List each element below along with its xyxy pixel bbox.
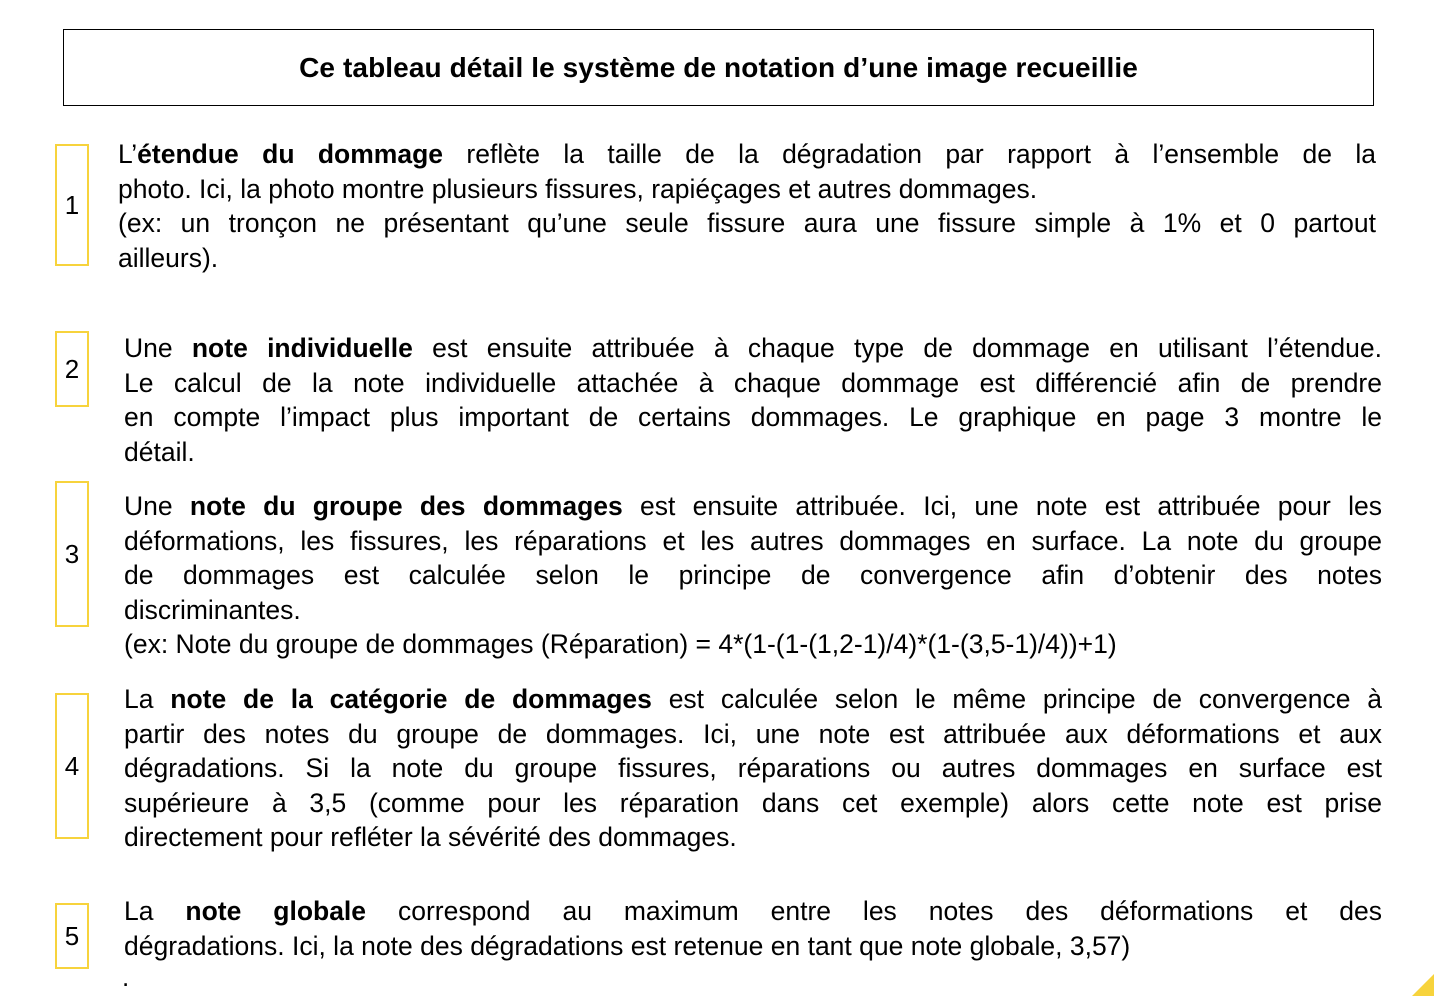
item-text-2: [124, 331, 1382, 469]
item-number-label: 1: [64, 189, 80, 220]
text-line: photo. Ici, la photo montre plusieurs fissures, rapiéçages et autres dommages.: [118, 173, 1038, 204]
text-line: partir des notes du groupe de dommages. Ici, une note est attribuée aux déformations et aux: [124, 718, 1382, 749]
item-number-label: 3: [64, 538, 80, 569]
trailing-dot: .: [122, 962, 130, 992]
text-line: discriminantes.: [124, 594, 301, 625]
text-line: supérieure à 3,5 (comme pour les réparation dans cet exemple) alors cette note est prise: [124, 787, 1382, 818]
item-text-5: [124, 894, 1382, 963]
title-box: [63, 29, 1374, 106]
text-line: Une note individuelle est ensuite attribuée à chaque type de dommage en utilisant l’étendue.: [124, 333, 1382, 363]
text-line: (ex: un tronçon ne présentant qu’une seule fissure aura une fissure simple à 1% et 0 partout: [118, 208, 1376, 238]
text-line: (ex: Note du groupe de dommages (Réparation) = 4*(1-(1-(1,2-1)/4)*(1-(3,5-1)/4))+1): [124, 629, 1117, 659]
item-number-4: [55, 693, 89, 839]
text-line: de dommages est calculée selon le principe de convergence afin d’obtenir des notes: [124, 560, 1382, 590]
text-line: dégradations. Ici, la note des dégradations est retenue en tant que note globale, 3,57): [124, 930, 1131, 961]
text-line: ailleurs).: [118, 242, 219, 273]
item-text-3: [124, 489, 1382, 662]
text-line: déformations, les fissures, les réparations et les autres dommages en surface. La note du groupe: [124, 525, 1382, 556]
item-number-label: 5: [64, 920, 80, 951]
item-number-3: [55, 481, 89, 627]
item-number-2: [55, 331, 89, 407]
item-text-1: [118, 137, 1376, 275]
text-line: détail.: [124, 436, 195, 467]
text-line: dégradations. Si la note du groupe fissures, réparations ou autres dommages en surface est: [124, 753, 1382, 783]
corner-accent: [1412, 974, 1434, 996]
page-title: Ce tableau détail le système de notation d’une image recueillie: [299, 51, 1138, 83]
text-line: directement pour refléter la sévérité des dommages.: [124, 822, 737, 852]
text-line: L’étendue du dommage reflète la taille de la dégradation par rapport à l’ensemble de la: [118, 139, 1376, 169]
item-number-label: 2: [64, 353, 80, 384]
item-number-label: 4: [64, 750, 80, 781]
text-line: Le calcul de la note individuelle attachée à chaque dommage est différencié afin de prendre: [124, 367, 1382, 398]
text-line: La note de la catégorie de dommages est calculée selon le même principe de convergence à: [124, 684, 1382, 714]
text-line: en compte l’impact plus important de certains dommages. Le graphique en page 3 montre le: [124, 402, 1382, 432]
text-line: La note globale correspond au maximum entre les notes des déformations et des: [124, 896, 1382, 926]
item-number-1: [55, 144, 89, 266]
text-line: Une note du groupe des dommages est ensuite attribuée. Ici, une note est attribuée pour les: [124, 491, 1382, 521]
item-text-4: [124, 682, 1382, 855]
item-number-5: [55, 903, 89, 969]
